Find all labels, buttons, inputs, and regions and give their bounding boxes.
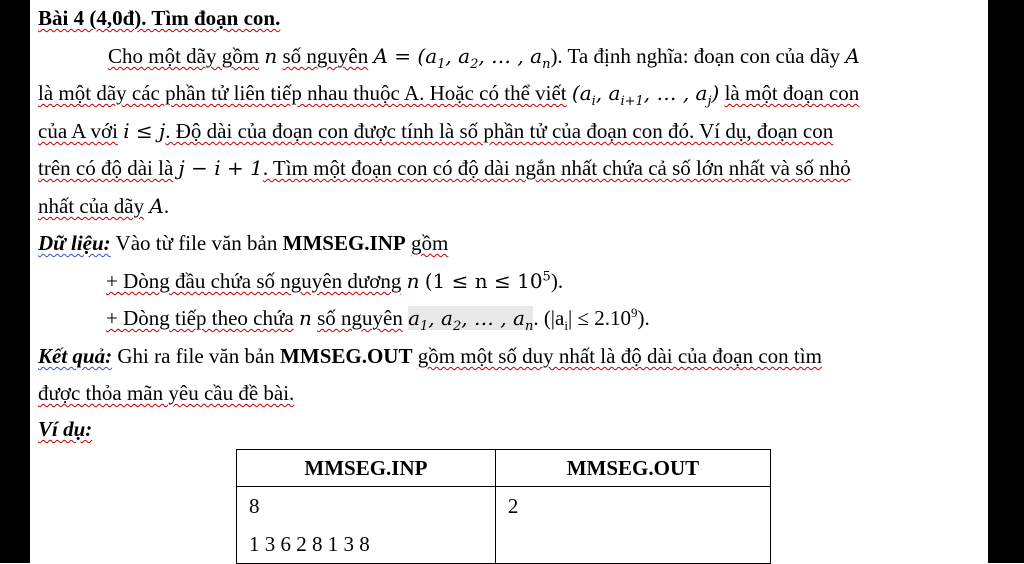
output-cell: 2 (495, 487, 770, 564)
table-header-row (237, 450, 771, 487)
para-line-2: là một dãy các phần tử liên tiếp nhau thuộc A. Hoặc có thể viết ($a_i$, $a_{i+1}$, … , $a_j$) là một đoạn con (38, 81, 860, 109)
right-black-border (988, 0, 1024, 563)
para-line-3: của A với i ≤ j. Độ dài của đoạn con được tính là số phần tử của đoạn con đó. Ví dụ, đoạn con (38, 119, 834, 143)
para-line-5: nhất của dãy A. (38, 194, 170, 218)
input-item-2: + Dòng tiếp theo chứa n số nguyên $a_1$, $a_2$, … , $a_n$. $(|a_i| \le 2.10^9)$. (106, 305, 650, 334)
left-black-border (0, 0, 30, 563)
input-section-heading: Dữ liệu: Vào từ file văn bản MMSEG.INP gồm (38, 231, 449, 255)
output-line-2: được thỏa mãn yêu cầu đề bài. (38, 381, 295, 405)
para-line-1: Cho một dãy gồm n số nguyên $A = (a_1$, $a_2$, … , $a_n$). Ta định nghĩa: đoạn con của dãy A (108, 44, 860, 72)
header-input: MMSEG.INP (237, 450, 496, 487)
output-label: Kết quả: (38, 344, 113, 368)
text: Cho một dãy gồm (108, 44, 260, 68)
header-output: MMSEG.OUT (495, 450, 770, 487)
example-label: Ví dụ: (38, 417, 93, 441)
input-item-1: + Dòng đầu chứa số nguyên dương n $(1 \le n \le 10^5)$. (106, 269, 564, 293)
para-line-4: trên có độ dài là j − i + 1. Tìm một đoạn con có độ dài ngắn nhất chứa cả số lớn nhất và số nhỏ (38, 156, 851, 180)
input-label: Dữ liệu: (38, 231, 111, 255)
output-section-heading: Kết quả: Ghi ra file văn bản MMSEG.OUT gồm một số duy nhất là độ dài của đoạn con tìm (38, 344, 822, 368)
table-row (237, 487, 771, 564)
problem-title: Bài 4 (4,0đ). Tìm đoạn con. (38, 6, 281, 30)
example-table (236, 449, 771, 564)
input-cell: 8 1 3 6 2 8 1 3 8 (237, 487, 496, 564)
